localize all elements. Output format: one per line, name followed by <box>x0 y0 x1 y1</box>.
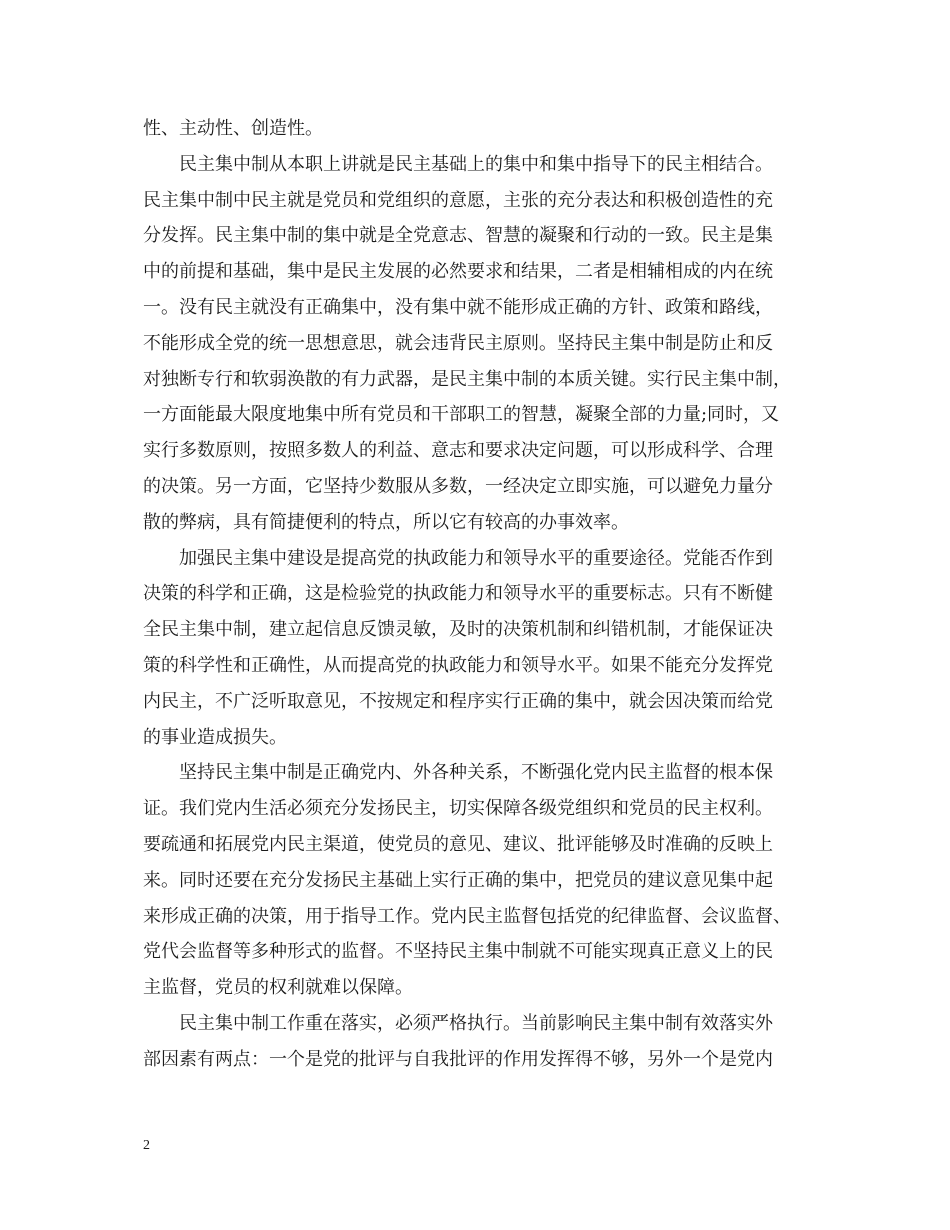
text-line: 要疏通和拓展党内民主渠道，使党员的意见、建议、批评能够及时准确的反映上 <box>143 833 773 855</box>
text-line: 不能形成全党的统一思想意思，就会违背民主原则。坚持民主集中制是防止和反 <box>143 332 773 354</box>
text-line: 实行多数原则，按照多数人的利益、意志和要求决定问题，可以形成科学、合理 <box>143 440 773 462</box>
text-line: 来形成正确的决策，用于指导工作。党内民主监督包括党的纪律监督、会议监督、 <box>143 905 791 927</box>
text-line: 策的科学性和正确性，从而提高党的执政能力和领导水平。如果不能充分发挥党 <box>143 654 773 676</box>
text-line: 坚持民主集中制是正确党内、外各种关系，不断强化党内民主监督的根本保 <box>179 762 773 784</box>
text-line: 部因素有两点：一个是党的批评与自我批评的作用发挥得不够，另外一个是党内 <box>143 1048 773 1070</box>
text-line: 决策的科学和正确，这是检验党的执政能力和领导水平的重要标志。只有不断健 <box>143 583 773 605</box>
text-line: 来。同时还要在充分发扬民主基础上实行正确的集中，把党员的建议意见集中起 <box>143 869 773 891</box>
text-line: 散的弊病，具有简捷便利的特点，所以它有较高的办事效率。 <box>143 511 629 533</box>
text-line: 一。没有民主就没有正确集中，没有集中就不能形成正确的方针、政策和路线， <box>143 296 773 318</box>
text-line: 加强民主集中建设是提高党的执政能力和领导水平的重要途径。党能否作到 <box>179 547 773 569</box>
body-text <box>143 111 815 1078</box>
text-line: 民主集中制工作重在落实，必须严格执行。当前影响民主集中制有效落实外 <box>179 1012 773 1034</box>
text-line: 中的前提和基础，集中是民主发展的必然要求和结果，二者是相辅相成的内在统 <box>143 261 773 283</box>
page-number: 2 <box>143 1138 150 1153</box>
text-line: 主监督，党员的权利就难以保障。 <box>143 977 413 999</box>
text-line: 内民主，不广泛听取意见，不按规定和程序实行正确的集中，就会因决策而给党 <box>143 690 773 712</box>
text-line: 的决策。另一方面，它坚持少数服从多数，一经决定立即实施，可以避免力量分 <box>143 475 773 497</box>
text-line: 证。我们党内生活必须充分发扬民主，切实保障各级党组织和党员的民主权利。 <box>143 798 773 820</box>
text-line: 对独断专行和软弱涣散的有力武器，是民主集中制的本质关键。实行民主集中制， <box>143 368 791 390</box>
text-line: 分发挥。民主集中制的集中就是全党意志、智慧的凝聚和行动的一致。民主是集 <box>143 225 773 247</box>
text-line: 的事业造成损失。 <box>143 726 287 748</box>
text-line: 民主集中制中民主就是党员和党组织的意愿，主张的充分表达和积极创造性的充 <box>143 189 773 211</box>
text-line: 民主集中制从本职上讲就是民主基础上的集中和集中指导下的民主相结合。 <box>179 153 773 175</box>
text-line: 性、主动性、创造性。 <box>143 118 323 139</box>
text-line: 全民主集中制，建立起信息反馈灵敏，及时的决策机制和纠错机制，才能保证决 <box>143 619 773 641</box>
text-line: 党代会监督等多种形式的监督。不坚持民主集中制就不可能实现真正意义上的民 <box>143 941 773 963</box>
text-line: 一方面能最大限度地集中所有党员和干部职工的智慧，凝聚全部的力量;同时，又 <box>143 404 780 426</box>
